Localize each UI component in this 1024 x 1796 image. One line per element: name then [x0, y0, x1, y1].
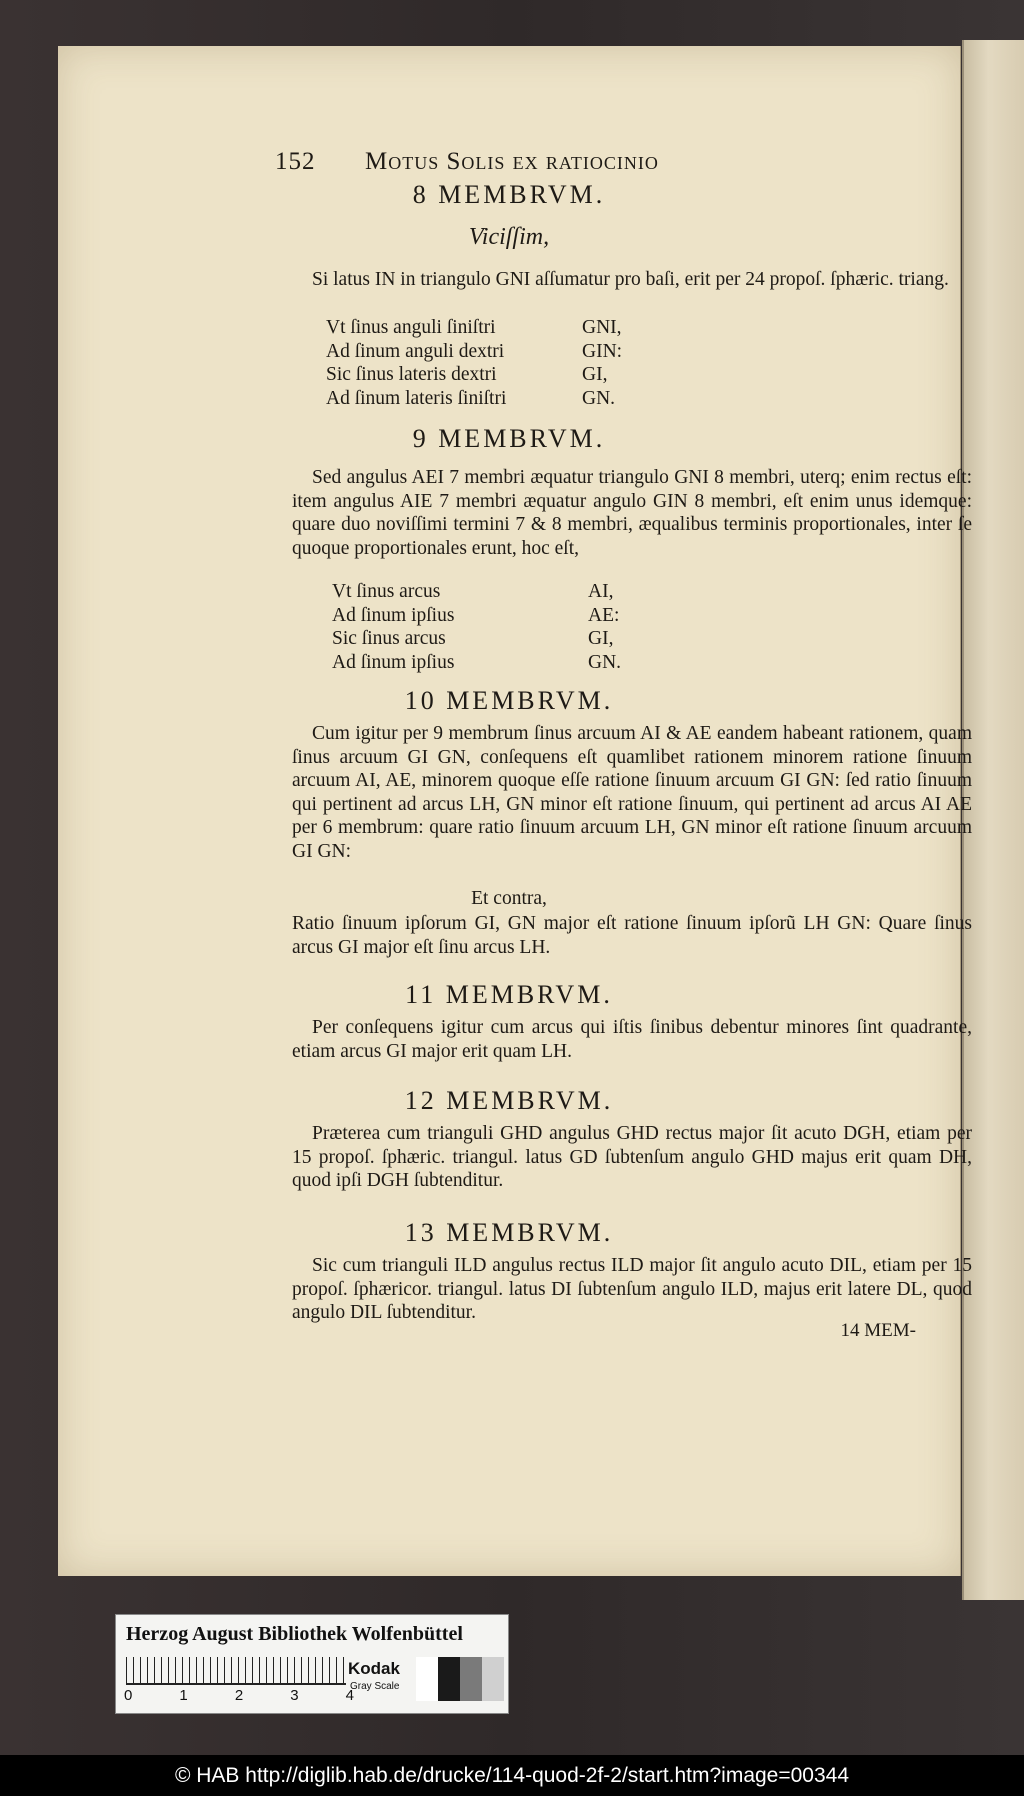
- proportion-term: Sic ſinus arcus: [332, 628, 446, 649]
- proportion-value: AI,: [588, 581, 614, 602]
- catchword: 14 MEM-: [840, 1320, 916, 1341]
- gray-swatch: [438, 1657, 460, 1701]
- proportion-row: [326, 316, 622, 340]
- institution-name: Herzog August Bibliothek Wolfenbüttel: [126, 1623, 463, 1645]
- proportion-term: Ad ſinum ipſius: [332, 651, 455, 673]
- running-header: [275, 148, 659, 176]
- ruler-scale: [126, 1657, 346, 1685]
- running-title: Motus Solis ex ratiocinio: [365, 148, 659, 175]
- proportion-value: GNI,: [582, 317, 622, 338]
- scale-number: 0: [124, 1687, 133, 1704]
- gray-swatches: [416, 1657, 504, 1701]
- proportion-value: AE:: [588, 604, 620, 626]
- gray-scale-label: Gray Scale: [350, 1681, 400, 1692]
- section-heading: 9 MEMBRVM.: [412, 424, 606, 453]
- section-heading: 11 MEMBRVM.: [405, 980, 613, 1009]
- section-text: [292, 1016, 972, 1063]
- gray-swatch: [460, 1657, 482, 1701]
- section-text: [292, 912, 972, 959]
- scale-number: 3: [290, 1687, 299, 1704]
- et-contra: Et contra,: [471, 888, 547, 909]
- book-page: [58, 46, 972, 1576]
- proportion-value: GN.: [582, 387, 616, 409]
- section-text: [292, 268, 972, 292]
- proportion-term: Vt ſinus arcus: [332, 581, 441, 602]
- proportion-value: GI,: [588, 628, 614, 649]
- paragraph: Ratio ſinuum ipſorum GI, GN major eſt ratione ſinuum ipſorũ LH GN: Quare ſinus arcus GI major eſt ſinu arcus LH.: [292, 913, 972, 958]
- section-text: [292, 722, 972, 863]
- proportion-term: Sic ſinus lateris dextri: [326, 364, 497, 385]
- subheading: Viciſſim,: [468, 224, 550, 250]
- proportion-list: [326, 316, 622, 410]
- scale-numbers: [124, 1687, 354, 1704]
- proportion-row: [332, 604, 621, 628]
- paragraph: Sic cum trianguli ILD angulus rectus ILD major ſit angulo acuto DIL, etiam per 15 propoſ. ſphæricor. triangul. latus DI ſubtenſum angulo ILD, majus erit latere DL, quod angulo DIL ſubtenditur.: [292, 1255, 972, 1323]
- proportion-term: Vt ſinus anguli ſiniſtri: [326, 317, 496, 338]
- library-color-card: [115, 1614, 509, 1714]
- proportion-row: [326, 340, 622, 364]
- gray-swatch: [416, 1657, 438, 1701]
- section-text: [292, 1122, 972, 1193]
- paragraph: Sed angulus AEI 7 membri æquatur triangulo GNI 8 membri, uterq; enim rectus eſt: item angulus AIE 7 membri æquatur angulo GIN 8 membri, eſt enim unus idemque: quare duo noviſſimi termini 7 & 8 membri, æqualibus terminis proportionales, inter ſe quoque proportionales erunt, hoc eſt,: [292, 467, 972, 559]
- paragraph: Per conſequens igitur cum arcus qui iſtis ſinibus debentur minores ſint quadrante, etiam arcus GI major erit quam LH.: [292, 1017, 972, 1062]
- proportion-term: Ad ſinum anguli dextri: [326, 340, 505, 362]
- proportion-value: GI,: [582, 364, 608, 385]
- section-text: [292, 1254, 972, 1325]
- proportion-row: [332, 627, 621, 651]
- proportion-term: Ad ſinum lateris ſiniſtri: [326, 387, 507, 409]
- section-heading: 10 MEMBRVM.: [404, 686, 614, 715]
- section-text: [292, 466, 972, 560]
- section-heading: 12 MEMBRVM.: [404, 1086, 614, 1115]
- copyright-footer: © HAB http://diglib.hab.de/drucke/114-quod-2f-2/start.htm?image=00344: [0, 1755, 1024, 1796]
- proportion-value: GN.: [588, 651, 622, 673]
- paragraph: Si latus IN in triangulo GNI aſſumatur pro baſi, erit per 24 propoſ. ſphæric. triang.: [312, 269, 949, 290]
- proportion-list: [332, 580, 621, 674]
- kodak-logo: Kodak: [348, 1659, 400, 1678]
- proportion-row: [332, 580, 621, 604]
- gray-swatch: [482, 1657, 504, 1701]
- proportion-row: [326, 387, 622, 411]
- page-number: 152: [275, 148, 316, 175]
- paragraph: Cum igitur per 9 membrum ſinus arcuum AI & AE eandem habeant rationem, quam ſinus arcuum GI GN, conſequens eſt quamlibet rationem minorem ratione ſinuum arcuum AI, AE, minorem quoque eſſe ratione ſinuum arcuum GI GN: ſed ratio ſinuum qui pertinent ad arcus LH, GN minor eſt ratione ſinuum, qui pertinent ad arcus AI AE per 6 membrum: quare ratio ſinuum arcuum LH, GN minor eſt ratione ſinuum arcuum GI GN:: [292, 723, 972, 862]
- scale-number: 2: [234, 1687, 244, 1704]
- section-heading: 13 MEMBRVM.: [404, 1218, 614, 1247]
- scale-number: 1: [179, 1687, 188, 1704]
- scale-number: 4: [345, 1687, 354, 1704]
- paragraph: Præterea cum trianguli GHD angulus GHD rectus major ſit acuto DGH, etiam per 15 propoſ. ſphæric. triangul. latus GD ſubtenſum angulo GHD majus erit quam DH, quod ipſi DGH ſubtenditur.: [292, 1123, 972, 1191]
- proportion-row: [326, 363, 622, 387]
- proportion-row: [332, 651, 621, 675]
- proportion-term: Ad ſinum ipſius: [332, 604, 455, 626]
- proportion-value: GIN:: [582, 340, 623, 362]
- section-heading: 8 MEMBRVM.: [412, 180, 606, 209]
